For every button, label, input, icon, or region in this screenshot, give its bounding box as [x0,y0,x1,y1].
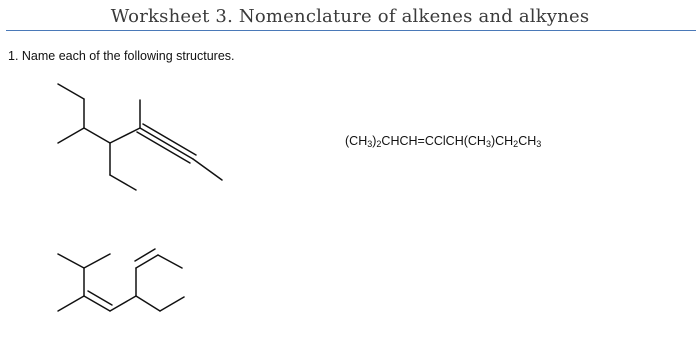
formula-subscript: 2 [513,139,519,149]
structure-1-alkyne [58,84,222,190]
formula-text: CH [518,134,537,148]
formula-subscript: 3 [367,139,373,149]
formula-subscript: 3 [485,139,491,149]
formula-text: CHCH=CClCH(CH [381,134,486,148]
formula-text: )CH [490,134,514,148]
question-prompt: 1. Name each of the following structures. [8,49,235,63]
formula-text: ) [372,134,377,148]
formula-text: (CH [345,134,368,148]
page-title: Worksheet 3. Nomenclature of alkenes and alkynes [110,6,590,27]
formula-subscript: 2 [376,139,382,149]
formula-subscript: 3 [536,139,542,149]
structure-2-diene [58,249,184,311]
